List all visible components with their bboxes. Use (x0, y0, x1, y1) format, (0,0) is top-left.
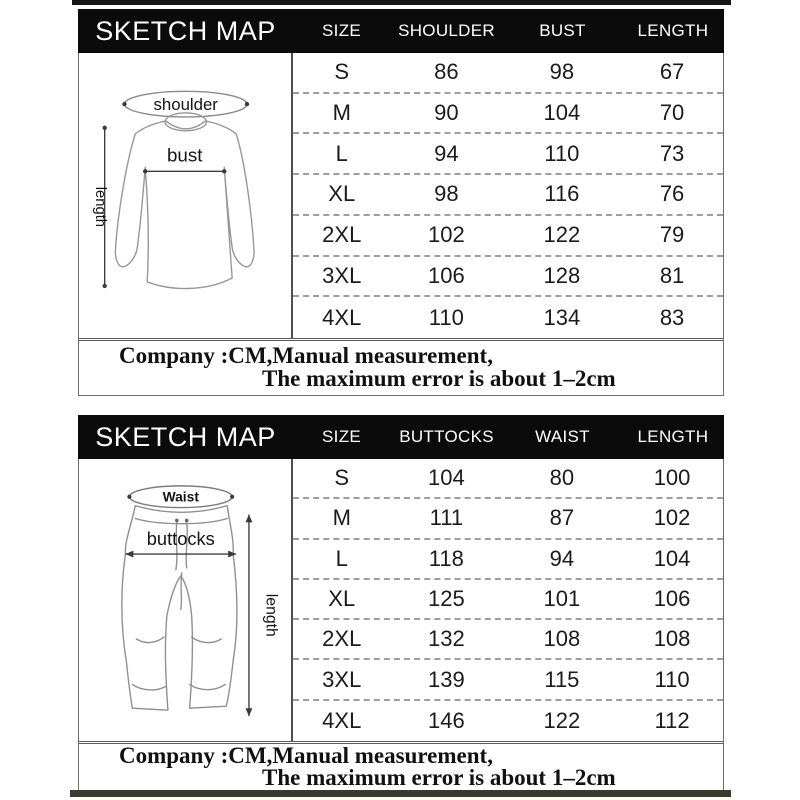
size-cell: XL (328, 585, 356, 611)
bottom-divider-bar (70, 790, 731, 797)
shirt-sketch-drawing (79, 53, 291, 338)
measurement-cell: 122 (543, 222, 581, 248)
measurement-cell: 112 (654, 707, 690, 733)
size-cell: S (334, 59, 350, 85)
measurement-cell: 115 (544, 666, 580, 692)
shirt-size-chart (78, 9, 724, 396)
buttocks-label: buttocks (146, 528, 215, 550)
measurement-cell: 132 (427, 626, 465, 652)
table-row (293, 620, 723, 660)
table-row (293, 580, 723, 620)
buttocks-measure (125, 528, 236, 557)
measurement-cell: 86 (434, 59, 459, 85)
measurement-cell: 98 (434, 181, 459, 207)
measurement-cell: 110 (544, 140, 580, 166)
chart-title: SKETCH MAP (95, 421, 276, 452)
measurement-cell: 81 (659, 262, 685, 288)
pants-sketch (79, 459, 293, 741)
length-label: length (262, 593, 280, 637)
shirt-sketch (79, 53, 293, 338)
measurement-cell: 106 (653, 585, 691, 611)
measurement-cell: 122 (543, 707, 581, 733)
measurement-cell: 80 (549, 465, 575, 491)
table-row (293, 134, 723, 175)
table-row (293, 94, 723, 135)
column-header-waist: WAIST (535, 427, 590, 446)
measurement-cell: 110 (654, 666, 690, 692)
pants-size-chart (78, 415, 724, 793)
measurement-cell: 139 (427, 666, 465, 692)
chart-footer-note (79, 340, 723, 395)
table-row (293, 701, 723, 741)
size-table (293, 459, 723, 741)
measurement-cell: 118 (428, 545, 464, 571)
size-cell: 4XL (322, 707, 362, 733)
column-header-shoulder: SHOULDER (398, 21, 495, 40)
chart-footer-note (79, 743, 723, 792)
measurement-cell: 106 (427, 262, 465, 288)
size-cell: S (334, 465, 350, 491)
table-row (293, 257, 723, 298)
shoulder-measure (122, 91, 249, 117)
measurement-cell: 108 (653, 626, 691, 652)
measurement-cell: 104 (543, 100, 581, 126)
waist-measure (127, 486, 234, 508)
chart-header (78, 415, 724, 459)
chart-header (78, 9, 724, 53)
top-divider-bar (72, 0, 731, 5)
measurement-cell: 101 (543, 585, 581, 611)
waist-label: Waist (162, 488, 199, 505)
chart-title: SKETCH MAP (95, 15, 276, 46)
measurement-cell: 100 (653, 465, 691, 491)
bust-measure (143, 144, 226, 173)
table-row (293, 175, 723, 216)
size-cell: XL (328, 181, 356, 207)
table-row (293, 499, 723, 539)
measurement-cell: 111 (429, 505, 464, 531)
measurement-cell: 104 (653, 545, 691, 571)
table-row (293, 53, 723, 94)
size-cell: L (335, 140, 348, 166)
size-cell: M (332, 100, 351, 126)
size-cell: M (332, 505, 351, 531)
measurement-cell: 116 (544, 181, 580, 207)
column-header-buttocks: BUTTOCKS (399, 427, 494, 446)
footer-note-line2: The maximum error is about 1–2cm (262, 765, 616, 790)
size-table (293, 53, 723, 338)
measurement-cell: 104 (427, 465, 465, 491)
measurement-cell: 67 (659, 59, 685, 85)
size-cell: 2XL (322, 626, 362, 652)
measurement-cell: 98 (549, 59, 575, 85)
measurement-cell: 102 (427, 222, 465, 248)
footer-note-line1: Company :CM,Manual measurement, (119, 743, 493, 768)
measurement-cell: 146 (427, 707, 465, 733)
measurement-cell: 102 (653, 505, 691, 531)
measurement-cell: 73 (659, 140, 685, 166)
column-header-length: LENGTH (637, 21, 709, 40)
measurement-cell: 83 (659, 304, 685, 330)
column-header-size: SIZE (322, 427, 362, 446)
pants-sketch-drawing (79, 459, 291, 741)
table-row (293, 660, 723, 700)
measurement-cell: 79 (659, 222, 685, 248)
measurement-cell: 90 (434, 100, 459, 126)
footer-note-line1: Company :CM,Manual measurement, (119, 343, 493, 368)
table-row (293, 297, 723, 338)
size-cell: 4XL (322, 304, 362, 330)
table-row (293, 459, 723, 499)
measurement-cell: 94 (434, 140, 459, 166)
shoulder-label: shoulder (153, 95, 218, 115)
table-row (293, 540, 723, 580)
measurement-cell: 70 (659, 100, 685, 126)
bust-label: bust (166, 144, 203, 166)
column-header-length: LENGTH (637, 427, 709, 446)
length-measure (92, 126, 108, 288)
column-header-bust: BUST (539, 21, 586, 40)
length-measure (245, 515, 279, 717)
length-label: length (91, 186, 108, 228)
size-cell: 3XL (322, 666, 362, 692)
measurement-cell: 134 (543, 304, 581, 330)
column-header-size: SIZE (322, 21, 362, 40)
measurement-cell: 108 (543, 626, 581, 652)
measurement-cell: 110 (428, 304, 464, 330)
chart-body (79, 459, 723, 742)
measurement-cell: 125 (427, 585, 465, 611)
table-row (293, 216, 723, 257)
measurement-cell: 94 (549, 545, 575, 571)
size-cell: 2XL (322, 222, 362, 248)
measurement-cell: 128 (543, 262, 581, 288)
measurement-cell: 76 (659, 181, 685, 207)
measurement-cell: 87 (549, 505, 575, 531)
footer-note-line2: The maximum error is about 1–2cm (262, 366, 616, 391)
size-cell: L (335, 545, 348, 571)
size-cell: 3XL (322, 262, 362, 288)
chart-body (79, 53, 723, 339)
